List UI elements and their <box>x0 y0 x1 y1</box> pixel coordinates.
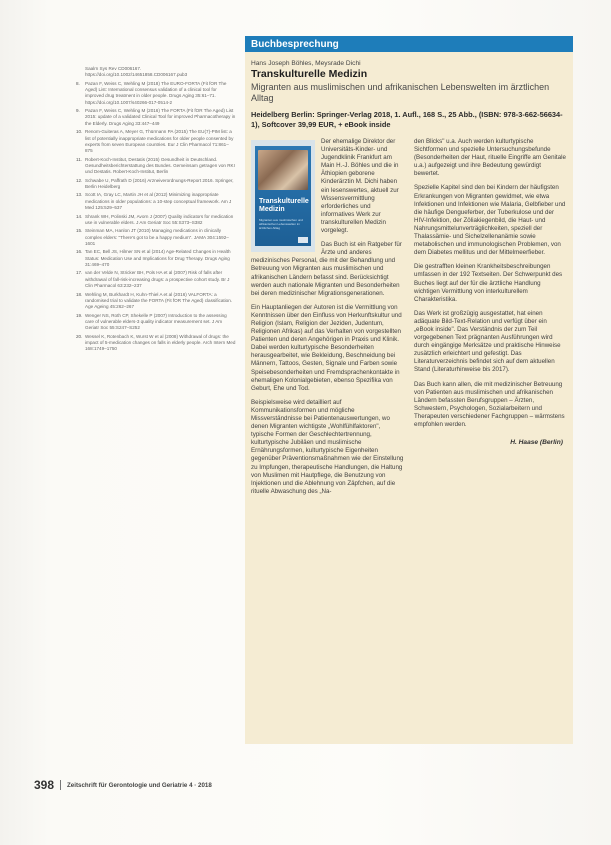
reference-text: Renom-Guiteras A, Meyer G, Thürmann PA (2015) The EU(7)-PIM list: a list of potentially inappropriate medications for older people consented by experts from seven European countries. Eur J Clin Pharmacol 71:861–875 <box>85 129 234 154</box>
review-column-left <box>251 138 404 502</box>
reference-number: 17. <box>76 270 83 276</box>
book-subtitle: Migranten aus muslimischen und afrikanischen Lebenswelten im ärztlichen Alltag <box>251 82 550 103</box>
reference-item <box>76 292 236 311</box>
reference-number: 14. <box>76 213 83 219</box>
publisher-logo-icon <box>298 237 308 243</box>
review-paragraph: Das Werk ist großzügig ausgestattet, hat einen adäquate Bild-Text-Relation und verfügt über ein „eBook inside". Das Verständnis der zum Teil vorgegebenen Text prägnanten Ausführungen wird durch eingängige Merksätze und praktische Hinweise zusätzlich erleichtert und gefestigt. Das Literaturverzeichnis befindet sich auf dem aktuellen Stand (Literaturhinweise bis 2017). <box>414 309 561 374</box>
publication-info: Heidelberg Berlin: Springer-Verlag 2018, 1. Aufl., 168 S., 25 Abb., (ISBN: 978-3-662-56634-1), Softcover 39,99 EUR, + eBook inside <box>251 110 563 129</box>
reference-item <box>76 66 236 79</box>
reference-list <box>76 66 236 355</box>
book-authors: Hans Joseph Böhles, Meysrade Dichi <box>251 60 361 67</box>
reference-number: 9. <box>76 108 80 114</box>
reference-number: 18. <box>76 291 83 297</box>
reference-number: 8. <box>76 80 80 86</box>
footer-divider <box>60 780 61 790</box>
reference-number: 19. <box>76 312 83 318</box>
section-title: Buchbesprechung <box>251 38 339 50</box>
reference-text: Pazan F, Weiss C, Wehling M (2016) The FORTA (Fit fOR The Aged) List 2015: update of a validated Clinical Tool for improved Pharmacotherapy in the Elderly. Drugs Aging 33:447–449 <box>85 108 236 126</box>
reference-number: 13. <box>76 192 83 198</box>
cover-photo <box>258 150 308 190</box>
reference-text: Steinman MA, Hanlon JT (2010) Managing medications in clinically complex elders: "There's got to be a happy medium". JAMA 304:1592–1601 <box>85 228 229 246</box>
reference-text: Shrank WH, Polinski JM, Avorn J (2007) Quality indicators for medication use in vulnerable elders. J Am Geriatr Soc 55:S373–S382 <box>85 213 234 225</box>
reference-item <box>76 178 236 191</box>
review-paragraph: den Blicks" u.a. Auch werden kulturtypische Sichtformen und spezielle Untersuchungsbefunde (Besonderheiten der Haut, rituelle Eingriffe am Genitale u.a.) aufgezeigt und ihre Bedeutung gewürdigt bewertet. <box>414 138 566 178</box>
reference-number: 15. <box>76 228 83 234</box>
review-paragraph: Der ehemalige Direktor der Universitäts-Kinder- und Jugendklinik Frankfurt am Main H.-J. Böhles und die in Äthiopien geborene Kinderärztin M. Dichi haben ein lesenswertes, aktuell zur Wissensvermittlung erforderliches und informatives Werk zur transkulturellen Medizin vorgelegt. <box>321 138 399 235</box>
reference-text: Wenger NS, Roth CP, Shekelle P (2007) Introduction to the assessing care of vulnerable elders-3 quality indicator measurement set. J Am Geriatr Soc 55:S247–S252 <box>85 312 227 331</box>
reviewer-signature: H. Haase (Berlin) <box>510 439 563 447</box>
review-paragraph: Spezielle Kapitel sind den bei Kindern der häufigsten Erkrankungen von Migranten gewidmet, wie etwa Infektionen und Infektionen wie Malaria, Gelbfieber und die häufige Dengueferber, der Tuberkulose und der HIV-Infektion, der Zöliakiegenbild, die Haut- und Nahrungsmittelunverträglichkeiten, speziell der Thalassämie- und Sichelzellenanämie sowie metabolischen und immunologischen Problemen, von dem Diabetes mellitus und der Mittelmeerfieber. <box>414 184 566 257</box>
section-banner <box>245 36 573 52</box>
book-title: Transkulturelle Medizin <box>251 68 368 80</box>
reference-number: 12. <box>76 177 83 183</box>
reference-text: Wessel K, Rotenbach K, Wurst W et al (2008) Withdrawal of drugs: the impact of 5-medication changes on falls in elderly people. Arch Intern Med 168:1749–1750 <box>85 333 236 352</box>
cover-subtitle: Migranten aus muslimischen und afrikanischen Lebenswelten im ärztlichen Alltag <box>259 218 303 230</box>
reference-item <box>76 270 236 289</box>
reference-text: Wehling M, Burkhardt H, Kuhn-Thiel A et al (2016) VALFORTA: a randomised trial to validate the FORTA (Fit fOR The Aged) classification. Age Ageing 45:262–267 <box>85 291 233 310</box>
review-paragraph: Das Buch ist ein Ratgeber für Ärzte und anderes medizinisches Personal, die mit der Behandlung und Betreuung von Migranten aus muslimischen und afrikanischen Ländern befasst sind. Berücksichtigt werden auch nationale Migranten und Besonderheiten bei deren medizinischer Migrationsgenerationen. <box>251 241 402 297</box>
book-cover-image <box>251 140 315 252</box>
reference-item <box>76 249 236 268</box>
reference-text: Robert-Koch-Institut, Destatis (2015) Gesundheit in Deutschland. Gesundheitsberichterstattung des Bundes. Gemeinsam getragen von RKI und Destatis. Robert-Koch-Institut, Berlin <box>85 156 235 175</box>
reference-number: 20. <box>76 333 83 339</box>
reference-item <box>76 334 236 353</box>
review-column-right <box>414 138 567 502</box>
reference-item <box>76 129 236 154</box>
reference-item <box>76 81 236 106</box>
reference-item <box>76 228 236 247</box>
book-review-panel <box>245 36 573 744</box>
reference-item <box>76 157 236 176</box>
journal-name: Zeitschrift für Gerontologie und Geriatrie 4 · 2018 <box>67 781 212 789</box>
reference-number: 11. <box>76 156 83 162</box>
reference-item <box>76 192 236 211</box>
page-number: 398 <box>34 778 55 792</box>
review-paragraph: Das Buch kann allen, die mit medizinischer Betreuung von Patienten aus muslimischen und afrikanischen Ländern befassten Berufsgruppen – Ärzten, Schwestern, Psychologen, Sozialarbeitern und Therapeuten verschiedener Fachgruppen – wärmstens empfohlen werden. <box>414 380 565 428</box>
review-paragraph: Ein Hauptanliegen der Autoren ist die Vermittlung von Kenntnissen über den Einfluss von Herkunftskultur und Religion (Islam, Religion der Jeziden, Judentum, Religionen Afrikas) auf das Verhalten von vorgestellten Patienten und deren Angehörigen in Praxis und Klinik. Dabei werden kulturtypische Besonderheiten herausgearbeitet, wie Bekleidung, Beschneidung bei Männern, Tattoos, Gesten, Signale und Farben sowie Speisebesonderheiten und Fremdsprachenkontakte in ehemaligen Kolonialgebieten, ebenso Spezifika von Geburt, Ehe und Tod. <box>251 303 402 392</box>
reference-text: Schwabe U, Paffrath D (2016) Arzneiverordnungs-Report 2016. Springer, Berlin Heidelberg <box>85 177 234 189</box>
reference-item <box>76 214 236 227</box>
reference-text: Pazan F, Weiss C, Wehling M (2018) The EURO-FORTA (Fit fOR The Aged) List: International consensus validation of a clinical tool for improved drug treatment in older people. Drugs Aging 35:61–71. https://doi.org/10.1007/s40266-017-0514-2 <box>85 80 227 105</box>
page-footer <box>34 778 212 792</box>
cover-title: Transkulturelle Medizin <box>259 198 309 213</box>
reference-text: van der Velde N, Stricker BH, Pols HA et al (2007) Risk of falls after withdrawal of fall-risk-increasing drugs: a prospective cohort study. Br J Clin Pharmacol 63:232–237 <box>85 270 230 289</box>
reference-text: Saalrn Sys Rev CD006167. https://doi.org/10.1002/14651858.CD006167.pub3 <box>85 66 188 78</box>
reference-number <box>76 66 85 79</box>
review-paragraph: Die gestrafften kleinen Krankheitsbeschreibungen umfassen in der 192 Textseiten. Der Schwerpunkt des Buches liegt auf der für die ärztliche Handlung wichtigen Vermittlung von interkulturellem Charakteristika. <box>414 263 563 303</box>
reference-number: 16. <box>76 249 83 255</box>
reference-number: 10. <box>76 129 83 135</box>
reference-item <box>76 313 236 332</box>
reference-text: Scott IA, Gray LC, Martin JH et al (2012) Minimizing inappropriate medications in older populations: a 10-step conceptual framework. Am J Med 125:529–537 <box>85 192 232 211</box>
review-paragraph: Beispielsweise wird detailliert auf Kommunikationsformen und mögliche Missverständnisse bei Patientenauswertungen, wo denen Migranten wichtigste „Wohlfühlfaktoren", typische Formen der Geschlechtertrennung, kulturtypische Jubiläen und muslimische Ernährungsformen, kulturtypische Eigenheiten gegenüber Präventionsmaßnahmen wie der Einstellung zu Impfungen, therapeutische Handlungen, die Haltung von Muslimen mit Hautpflege, die Benutzung von Injektionen und die Ablehnung von Zäpfchen, auf die rituelle Abwaschung des „Na- <box>251 398 404 495</box>
reference-text: Tan EC, Bell JS, Hilmer SN et al (2014) Age-Related Changes in Health Status: Medication Use and Implications for Drug Therapy. Drugs Aging 31:469–470 <box>85 249 231 267</box>
reference-item <box>76 108 236 127</box>
